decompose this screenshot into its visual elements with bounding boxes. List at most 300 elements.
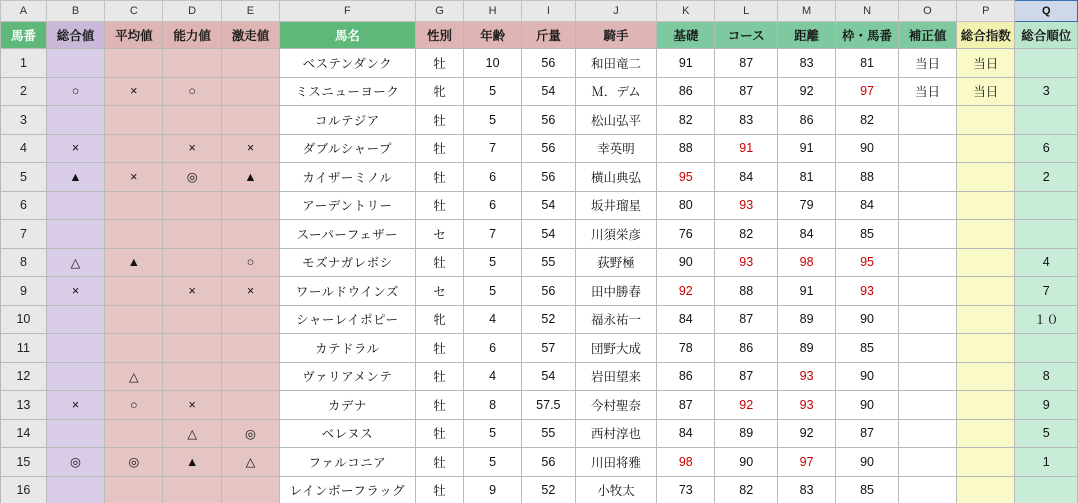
cell-kinryo[interactable]: 52 (521, 305, 575, 334)
cell-nenrei[interactable]: 5 (464, 106, 521, 135)
cell-kiso[interactable]: 76 (657, 220, 715, 249)
cell-sogochi[interactable]: ◎ (46, 448, 104, 477)
cell-nenrei[interactable]: 7 (464, 220, 521, 249)
cell-gekisochi[interactable]: ▲ (221, 163, 279, 192)
column-header-k[interactable]: K (657, 1, 715, 22)
cell-sogo-shisu[interactable] (957, 334, 1015, 363)
cell-kinryo[interactable]: 55 (521, 419, 575, 448)
cell-kiso[interactable]: 82 (657, 106, 715, 135)
cell-kinryo[interactable]: 55 (521, 248, 575, 277)
cell-kiso[interactable]: 73 (657, 476, 715, 503)
cell-sogo-juni[interactable]: 6 (1015, 134, 1078, 163)
column-header-l[interactable]: L (715, 1, 777, 22)
row-number[interactable]: 10 (1, 305, 47, 334)
cell-kinryo[interactable]: 56 (521, 134, 575, 163)
cell-kiso[interactable]: 87 (657, 391, 715, 420)
cell-sogo-juni[interactable]: １０ (1015, 305, 1078, 334)
cell-bamei[interactable]: ベステンダンク (280, 49, 415, 78)
cell-seibetsu[interactable]: 牡 (415, 419, 464, 448)
cell-sogo-juni[interactable]: 8 (1015, 362, 1078, 391)
cell-sogochi[interactable]: △ (46, 248, 104, 277)
table-row[interactable] (1, 448, 1078, 477)
cell-hoseichi[interactable] (898, 476, 956, 503)
table-row[interactable] (1, 362, 1078, 391)
cell-kinryo[interactable]: 57.5 (521, 391, 575, 420)
cell-sogochi[interactable]: × (46, 134, 104, 163)
cell-kinryo[interactable]: 54 (521, 362, 575, 391)
cell-seibetsu[interactable]: 牡 (415, 163, 464, 192)
cell-heikinchi[interactable]: × (105, 77, 163, 106)
cell-noryokuchi[interactable] (163, 191, 221, 220)
cell-kiso[interactable]: 98 (657, 448, 715, 477)
cell-sogochi[interactable] (46, 334, 104, 363)
cell-noryokuchi[interactable]: ▲ (163, 448, 221, 477)
cell-hoseichi[interactable]: 当日 (898, 49, 956, 78)
cell-heikinchi[interactable]: × (105, 163, 163, 192)
cell-waku-umaban[interactable]: 97 (836, 77, 898, 106)
table-row[interactable] (1, 248, 1078, 277)
cell-course[interactable]: 86 (715, 334, 777, 363)
cell-sogochi[interactable] (46, 49, 104, 78)
column-header-o[interactable]: O (898, 1, 956, 22)
cell-noryokuchi[interactable] (163, 49, 221, 78)
cell-kishu[interactable]: 団野大成 (575, 334, 656, 363)
cell-seibetsu[interactable]: 牡 (415, 49, 464, 78)
table-row[interactable] (1, 334, 1078, 363)
cell-noryokuchi[interactable] (163, 106, 221, 135)
cell-course[interactable]: 87 (715, 305, 777, 334)
cell-gekisochi[interactable] (221, 476, 279, 503)
cell-course[interactable]: 87 (715, 77, 777, 106)
cell-bamei[interactable]: スーパーフェザー (280, 220, 415, 249)
cell-gekisochi[interactable] (221, 334, 279, 363)
cell-kyori[interactable]: 97 (777, 448, 835, 477)
cell-hoseichi[interactable] (898, 448, 956, 477)
cell-gekisochi[interactable] (221, 362, 279, 391)
cell-heikinchi[interactable] (105, 419, 163, 448)
cell-nenrei[interactable]: 5 (464, 448, 521, 477)
cell-waku-umaban[interactable]: 90 (836, 134, 898, 163)
cell-noryokuchi[interactable]: × (163, 134, 221, 163)
cell-kyori[interactable]: 92 (777, 419, 835, 448)
row-number[interactable]: 8 (1, 248, 47, 277)
cell-seibetsu[interactable]: セ (415, 277, 464, 306)
cell-kiso[interactable]: 95 (657, 163, 715, 192)
cell-kinryo[interactable]: 56 (521, 49, 575, 78)
cell-sogo-shisu[interactable] (957, 248, 1015, 277)
cell-sogochi[interactable] (46, 220, 104, 249)
row-number[interactable]: 1 (1, 49, 47, 78)
cell-sogochi[interactable] (46, 362, 104, 391)
cell-bamei[interactable]: ワールドウインズ (280, 277, 415, 306)
cell-bamei[interactable]: レインボーフラッグ (280, 476, 415, 503)
cell-gekisochi[interactable] (221, 191, 279, 220)
cell-heikinchi[interactable] (105, 220, 163, 249)
cell-kishu[interactable]: 和田竜二 (575, 49, 656, 78)
cell-heikinchi[interactable] (105, 334, 163, 363)
cell-kishu[interactable]: 田中勝春 (575, 277, 656, 306)
cell-course[interactable]: 84 (715, 163, 777, 192)
cell-nenrei[interactable]: 5 (464, 77, 521, 106)
table-row[interactable] (1, 220, 1078, 249)
cell-bamei[interactable]: カデナ (280, 391, 415, 420)
table-row[interactable] (1, 419, 1078, 448)
cell-kyori[interactable]: 89 (777, 305, 835, 334)
cell-gekisochi[interactable] (221, 49, 279, 78)
cell-kiso[interactable]: 92 (657, 277, 715, 306)
cell-hoseichi[interactable] (898, 106, 956, 135)
cell-kishu[interactable]: 松山弘平 (575, 106, 656, 135)
row-number[interactable]: 16 (1, 476, 47, 503)
cell-kishu[interactable]: 今村聖奈 (575, 391, 656, 420)
cell-seibetsu[interactable]: 牡 (415, 248, 464, 277)
cell-kiso[interactable]: 78 (657, 334, 715, 363)
cell-nenrei[interactable]: 4 (464, 305, 521, 334)
cell-heikinchi[interactable] (105, 191, 163, 220)
row-number[interactable]: 15 (1, 448, 47, 477)
cell-waku-umaban[interactable]: 90 (836, 362, 898, 391)
cell-kinryo[interactable]: 52 (521, 476, 575, 503)
cell-kinryo[interactable]: 57 (521, 334, 575, 363)
row-number[interactable]: 13 (1, 391, 47, 420)
cell-hoseichi[interactable] (898, 163, 956, 192)
row-number[interactable]: 5 (1, 163, 47, 192)
cell-sogo-juni[interactable] (1015, 476, 1078, 503)
cell-seibetsu[interactable]: 牡 (415, 134, 464, 163)
column-header-a[interactable]: A (1, 1, 47, 22)
cell-hoseichi[interactable]: 当日 (898, 77, 956, 106)
cell-nenrei[interactable]: 6 (464, 191, 521, 220)
cell-bamei[interactable]: カイザーミノル (280, 163, 415, 192)
cell-kishu[interactable]: 荻野極 (575, 248, 656, 277)
cell-nenrei[interactable]: 5 (464, 419, 521, 448)
cell-bamei[interactable]: ベレヌス (280, 419, 415, 448)
cell-bamei[interactable]: アーデントリー (280, 191, 415, 220)
cell-course[interactable]: 91 (715, 134, 777, 163)
cell-nenrei[interactable]: 5 (464, 277, 521, 306)
cell-noryokuchi[interactable]: × (163, 277, 221, 306)
cell-noryokuchi[interactable] (163, 220, 221, 249)
cell-sogo-juni[interactable]: 3 (1015, 77, 1078, 106)
cell-sogo-shisu[interactable]: 当日 (957, 77, 1015, 106)
cell-waku-umaban[interactable]: 93 (836, 277, 898, 306)
row-number[interactable]: 9 (1, 277, 47, 306)
cell-noryokuchi[interactable] (163, 362, 221, 391)
cell-course[interactable]: 82 (715, 476, 777, 503)
cell-nenrei[interactable]: 7 (464, 134, 521, 163)
cell-sogo-juni[interactable] (1015, 334, 1078, 363)
cell-sogo-shisu[interactable] (957, 163, 1015, 192)
cell-course[interactable]: 89 (715, 419, 777, 448)
cell-heikinchi[interactable] (105, 476, 163, 503)
table-row[interactable] (1, 277, 1078, 306)
cell-waku-umaban[interactable]: 81 (836, 49, 898, 78)
cell-sogo-juni[interactable]: 5 (1015, 419, 1078, 448)
cell-gekisochi[interactable] (221, 391, 279, 420)
cell-waku-umaban[interactable]: 82 (836, 106, 898, 135)
cell-noryokuchi[interactable]: ◎ (163, 163, 221, 192)
cell-kishu[interactable]: 幸英明 (575, 134, 656, 163)
cell-sogo-shisu[interactable] (957, 391, 1015, 420)
cell-sogo-shisu[interactable] (957, 362, 1015, 391)
cell-bamei[interactable]: シャーレイポピー (280, 305, 415, 334)
cell-bamei[interactable]: モズナガレボシ (280, 248, 415, 277)
cell-kyori[interactable]: 79 (777, 191, 835, 220)
cell-gekisochi[interactable] (221, 77, 279, 106)
cell-nenrei[interactable]: 6 (464, 163, 521, 192)
cell-kishu[interactable]: 坂井瑠星 (575, 191, 656, 220)
cell-heikinchi[interactable] (105, 305, 163, 334)
cell-noryokuchi[interactable] (163, 476, 221, 503)
table-row[interactable] (1, 77, 1078, 106)
cell-waku-umaban[interactable]: 85 (836, 334, 898, 363)
cell-heikinchi[interactable] (105, 49, 163, 78)
row-number[interactable]: 14 (1, 419, 47, 448)
cell-sogo-shisu[interactable] (957, 106, 1015, 135)
cell-kiso[interactable]: 84 (657, 305, 715, 334)
cell-sogochi[interactable] (46, 106, 104, 135)
cell-heikinchi[interactable] (105, 106, 163, 135)
cell-seibetsu[interactable]: 牡 (415, 448, 464, 477)
cell-sogo-juni[interactable]: 1 (1015, 448, 1078, 477)
column-header-d[interactable]: D (163, 1, 221, 22)
table-row[interactable] (1, 49, 1078, 78)
cell-sogochi[interactable] (46, 419, 104, 448)
cell-course[interactable]: 92 (715, 391, 777, 420)
cell-nenrei[interactable]: 8 (464, 391, 521, 420)
cell-seibetsu[interactable]: 牡 (415, 191, 464, 220)
cell-sogo-shisu[interactable] (957, 191, 1015, 220)
cell-waku-umaban[interactable]: 84 (836, 191, 898, 220)
cell-kinryo[interactable]: 56 (521, 163, 575, 192)
cell-waku-umaban[interactable]: 85 (836, 476, 898, 503)
cell-hoseichi[interactable] (898, 419, 956, 448)
cell-gekisochi[interactable]: × (221, 134, 279, 163)
cell-nenrei[interactable]: 9 (464, 476, 521, 503)
cell-nenrei[interactable]: 4 (464, 362, 521, 391)
table-row[interactable] (1, 391, 1078, 420)
cell-kyori[interactable]: 81 (777, 163, 835, 192)
cell-bamei[interactable]: カテドラル (280, 334, 415, 363)
cell-kiso[interactable]: 90 (657, 248, 715, 277)
cell-kiso[interactable]: 88 (657, 134, 715, 163)
cell-kyori[interactable]: 83 (777, 476, 835, 503)
cell-sogochi[interactable]: ○ (46, 77, 104, 106)
column-header-f[interactable]: F (280, 1, 415, 22)
cell-waku-umaban[interactable]: 95 (836, 248, 898, 277)
cell-seibetsu[interactable]: 牡 (415, 106, 464, 135)
table-row[interactable] (1, 163, 1078, 192)
column-header-p[interactable]: P (957, 1, 1015, 22)
cell-noryokuchi[interactable]: × (163, 391, 221, 420)
cell-sogo-juni[interactable]: 7 (1015, 277, 1078, 306)
row-number[interactable]: 6 (1, 191, 47, 220)
cell-hoseichi[interactable] (898, 191, 956, 220)
cell-bamei[interactable]: ミスニューヨーク (280, 77, 415, 106)
cell-kyori[interactable]: 86 (777, 106, 835, 135)
cell-course[interactable]: 88 (715, 277, 777, 306)
cell-kiso[interactable]: 91 (657, 49, 715, 78)
cell-heikinchi[interactable]: ◎ (105, 448, 163, 477)
cell-sogochi[interactable] (46, 476, 104, 503)
cell-heikinchi[interactable] (105, 134, 163, 163)
cell-kiso[interactable]: 86 (657, 77, 715, 106)
cell-sogo-juni[interactable]: 2 (1015, 163, 1078, 192)
column-header-m[interactable]: M (777, 1, 835, 22)
cell-seibetsu[interactable]: 牡 (415, 334, 464, 363)
cell-seibetsu[interactable]: 牡 (415, 362, 464, 391)
cell-sogo-shisu[interactable] (957, 134, 1015, 163)
cell-hoseichi[interactable] (898, 277, 956, 306)
cell-course[interactable]: 83 (715, 106, 777, 135)
row-number[interactable]: 4 (1, 134, 47, 163)
cell-kiso[interactable]: 86 (657, 362, 715, 391)
cell-nenrei[interactable]: 6 (464, 334, 521, 363)
column-header-g[interactable]: G (415, 1, 464, 22)
cell-kinryo[interactable]: 54 (521, 220, 575, 249)
column-header-c[interactable]: C (105, 1, 163, 22)
cell-sogo-shisu[interactable] (957, 419, 1015, 448)
cell-bamei[interactable]: ヴァリアメンテ (280, 362, 415, 391)
cell-kyori[interactable]: 93 (777, 362, 835, 391)
cell-course[interactable]: 87 (715, 362, 777, 391)
cell-kinryo[interactable]: 56 (521, 448, 575, 477)
cell-kyori[interactable]: 98 (777, 248, 835, 277)
column-header-i[interactable]: I (521, 1, 575, 22)
cell-kishu[interactable]: 川田将雅 (575, 448, 656, 477)
cell-kinryo[interactable]: 54 (521, 191, 575, 220)
cell-hoseichi[interactable] (898, 305, 956, 334)
cell-waku-umaban[interactable]: 90 (836, 448, 898, 477)
cell-waku-umaban[interactable]: 90 (836, 305, 898, 334)
cell-seibetsu[interactable]: 牝 (415, 305, 464, 334)
cell-sogochi[interactable] (46, 305, 104, 334)
cell-kyori[interactable]: 92 (777, 77, 835, 106)
cell-sogo-shisu[interactable]: 当日 (957, 49, 1015, 78)
cell-kinryo[interactable]: 54 (521, 77, 575, 106)
cell-kiso[interactable]: 84 (657, 419, 715, 448)
cell-course[interactable]: 90 (715, 448, 777, 477)
cell-noryokuchi[interactable] (163, 334, 221, 363)
cell-kyori[interactable]: 93 (777, 391, 835, 420)
row-number[interactable]: 2 (1, 77, 47, 106)
cell-kishu[interactable]: 川須栄彦 (575, 220, 656, 249)
cell-noryokuchi[interactable] (163, 248, 221, 277)
cell-sogo-juni[interactable]: 9 (1015, 391, 1078, 420)
cell-sogo-juni[interactable] (1015, 191, 1078, 220)
row-number[interactable]: 7 (1, 220, 47, 249)
cell-seibetsu[interactable]: 牝 (415, 77, 464, 106)
cell-kiso[interactable]: 80 (657, 191, 715, 220)
table-row[interactable] (1, 476, 1078, 503)
table-row[interactable] (1, 191, 1078, 220)
cell-course[interactable]: 87 (715, 49, 777, 78)
row-number[interactable]: 12 (1, 362, 47, 391)
cell-sogo-juni[interactable]: 4 (1015, 248, 1078, 277)
cell-heikinchi[interactable] (105, 277, 163, 306)
cell-bamei[interactable]: コルテジア (280, 106, 415, 135)
cell-sogo-juni[interactable] (1015, 220, 1078, 249)
cell-sogo-shisu[interactable] (957, 277, 1015, 306)
cell-seibetsu[interactable]: セ (415, 220, 464, 249)
cell-sogo-shisu[interactable] (957, 220, 1015, 249)
cell-noryokuchi[interactable]: △ (163, 419, 221, 448)
column-header-h[interactable]: H (464, 1, 521, 22)
cell-seibetsu[interactable]: 牡 (415, 391, 464, 420)
column-header-e[interactable]: E (221, 1, 279, 22)
cell-heikinchi[interactable]: ○ (105, 391, 163, 420)
cell-hoseichi[interactable] (898, 248, 956, 277)
row-number[interactable]: 3 (1, 106, 47, 135)
cell-hoseichi[interactable] (898, 362, 956, 391)
cell-kishu[interactable]: 小牧太 (575, 476, 656, 503)
cell-gekisochi[interactable]: ◎ (221, 419, 279, 448)
table-row[interactable] (1, 106, 1078, 135)
cell-kinryo[interactable]: 56 (521, 106, 575, 135)
cell-bamei[interactable]: ダブルシャープ (280, 134, 415, 163)
table-row[interactable] (1, 134, 1078, 163)
cell-sogo-shisu[interactable] (957, 476, 1015, 503)
cell-sogo-juni[interactable] (1015, 49, 1078, 78)
cell-seibetsu[interactable]: 牡 (415, 476, 464, 503)
cell-kishu[interactable]: Ｍ．デム (575, 77, 656, 106)
cell-nenrei[interactable]: 10 (464, 49, 521, 78)
cell-sogo-juni[interactable] (1015, 106, 1078, 135)
row-number[interactable]: 11 (1, 334, 47, 363)
cell-kyori[interactable]: 91 (777, 277, 835, 306)
cell-hoseichi[interactable] (898, 334, 956, 363)
cell-sogochi[interactable]: ▲ (46, 163, 104, 192)
cell-sogochi[interactable]: × (46, 277, 104, 306)
cell-kishu[interactable]: 福永祐一 (575, 305, 656, 334)
cell-gekisochi[interactable]: ○ (221, 248, 279, 277)
cell-nenrei[interactable]: 5 (464, 248, 521, 277)
cell-gekisochi[interactable] (221, 106, 279, 135)
cell-heikinchi[interactable]: ▲ (105, 248, 163, 277)
cell-sogo-shisu[interactable] (957, 448, 1015, 477)
cell-hoseichi[interactable] (898, 134, 956, 163)
column-header-q[interactable]: Q (1015, 1, 1078, 22)
cell-gekisochi[interactable] (221, 220, 279, 249)
cell-hoseichi[interactable] (898, 220, 956, 249)
cell-hoseichi[interactable] (898, 391, 956, 420)
cell-course[interactable]: 93 (715, 191, 777, 220)
cell-gekisochi[interactable]: △ (221, 448, 279, 477)
cell-kinryo[interactable]: 56 (521, 277, 575, 306)
cell-waku-umaban[interactable]: 85 (836, 220, 898, 249)
cell-waku-umaban[interactable]: 87 (836, 419, 898, 448)
cell-course[interactable]: 82 (715, 220, 777, 249)
table-row[interactable] (1, 305, 1078, 334)
cell-noryokuchi[interactable] (163, 305, 221, 334)
cell-kyori[interactable]: 84 (777, 220, 835, 249)
cell-heikinchi[interactable]: △ (105, 362, 163, 391)
column-header-j[interactable]: J (575, 1, 656, 22)
cell-kyori[interactable]: 91 (777, 134, 835, 163)
cell-gekisochi[interactable]: × (221, 277, 279, 306)
cell-kishu[interactable]: 西村淳也 (575, 419, 656, 448)
cell-noryokuchi[interactable]: ○ (163, 77, 221, 106)
cell-course[interactable]: 93 (715, 248, 777, 277)
cell-sogo-shisu[interactable] (957, 305, 1015, 334)
cell-kyori[interactable]: 83 (777, 49, 835, 78)
cell-gekisochi[interactable] (221, 305, 279, 334)
cell-bamei[interactable]: ファルコニア (280, 448, 415, 477)
cell-sogochi[interactable] (46, 191, 104, 220)
cell-waku-umaban[interactable]: 90 (836, 391, 898, 420)
cell-waku-umaban[interactable]: 88 (836, 163, 898, 192)
cell-kishu[interactable]: 岩田望来 (575, 362, 656, 391)
